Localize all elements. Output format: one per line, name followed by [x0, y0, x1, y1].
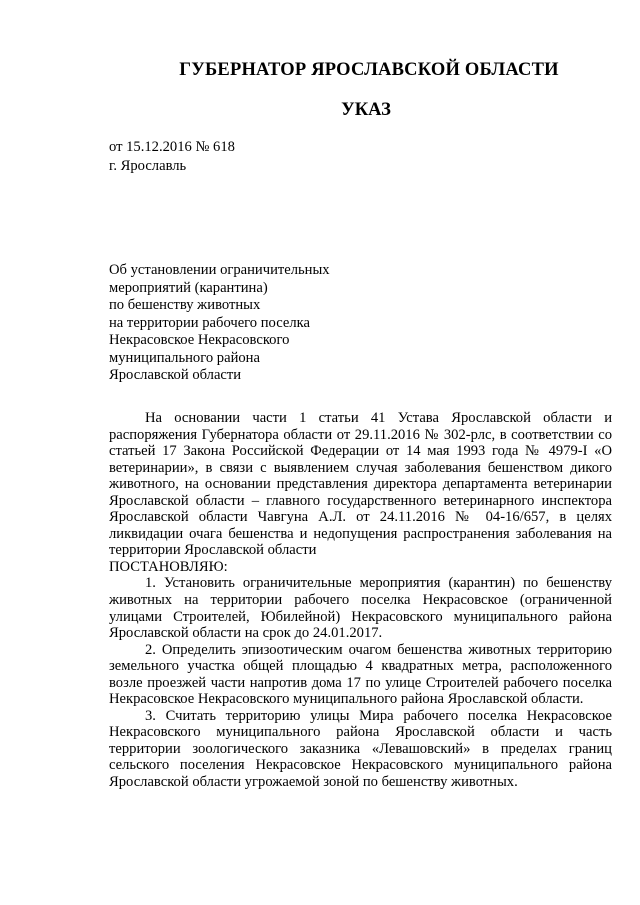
resolve-word: ПОСТАНОВЛЯЮ:	[109, 558, 228, 575]
decree-item: 3. Считать территорию улицы Мира рабочего поселка Некрасовское Некрасовского муниципального района Ярославской области и часть территории зоологического заказника «Левашовский» в пределах границ сельского поселения Некрасовское Некрасовского муниципального района Ярославской области угрожаемой зоной по бешенству животных.	[109, 707, 612, 791]
document-subject	[109, 262, 389, 385]
subject-line: Некрасовское Некрасовского	[109, 332, 290, 348]
issuing-authority-heading: ГУБЕРНАТОР ЯРОСЛАВСКОЙ ОБЛАСТИ	[179, 60, 559, 80]
document-type-heading: УКАЗ	[341, 100, 391, 120]
subject-line: на территории рабочего поселка	[109, 314, 310, 331]
document-body	[109, 410, 612, 791]
date-number-line: от 15.12.2016 № 618	[109, 139, 235, 155]
preamble-paragraph: На основании части 1 статьи 41 Устава Ярославской области и распоряжения Губернатора области от 29.11.2016 № 302-рлс, в соответствии со статьей 17 Закона Российской Федерации от 14 мая 1993 года № 4979-I «О ветеринарии», в связи с выявлением случая заболевания бешенством дикого животного, на основании представления директора департамента ветеринарии Ярославской области – главного государственного ветеринарного инспектора Ярославской области Чавгуна А.Л. от 24.11.2016 № 04-16/657, в целях ликвидации очага бешенства и недопущения распространения заболевания на территории Ярославской области	[109, 410, 612, 559]
decree-item: 1. Установить ограничительные мероприятия (карантин) по бешенству животных на территории рабочего поселка Некрасовское (ограниченной улицами Строителей, Юбилейной) Некрасовского муниципального района Ярославской области на срок до 24.01.2017.	[109, 575, 612, 642]
subject-line: мероприятий (карантина)	[109, 279, 268, 296]
subject-line: Об установлении ограничительных	[109, 262, 330, 278]
subject-line: муниципального района	[109, 349, 260, 366]
document-meta	[109, 138, 235, 176]
subject-line: по бешенству животных	[109, 297, 261, 313]
city-line: г. Ярославль	[109, 158, 187, 174]
decree-item: 2. Определить эпизоотическим очагом бешенства животных территорию земельного участка общей площадью 4 квадратных метра, расположенного возле проезжей части напротив дома 17 по улице Строителей рабочего поселка Некрасовское Некрасовского муниципального района Ярославской области.	[109, 641, 612, 708]
subject-line: Ярославской области	[109, 367, 242, 383]
